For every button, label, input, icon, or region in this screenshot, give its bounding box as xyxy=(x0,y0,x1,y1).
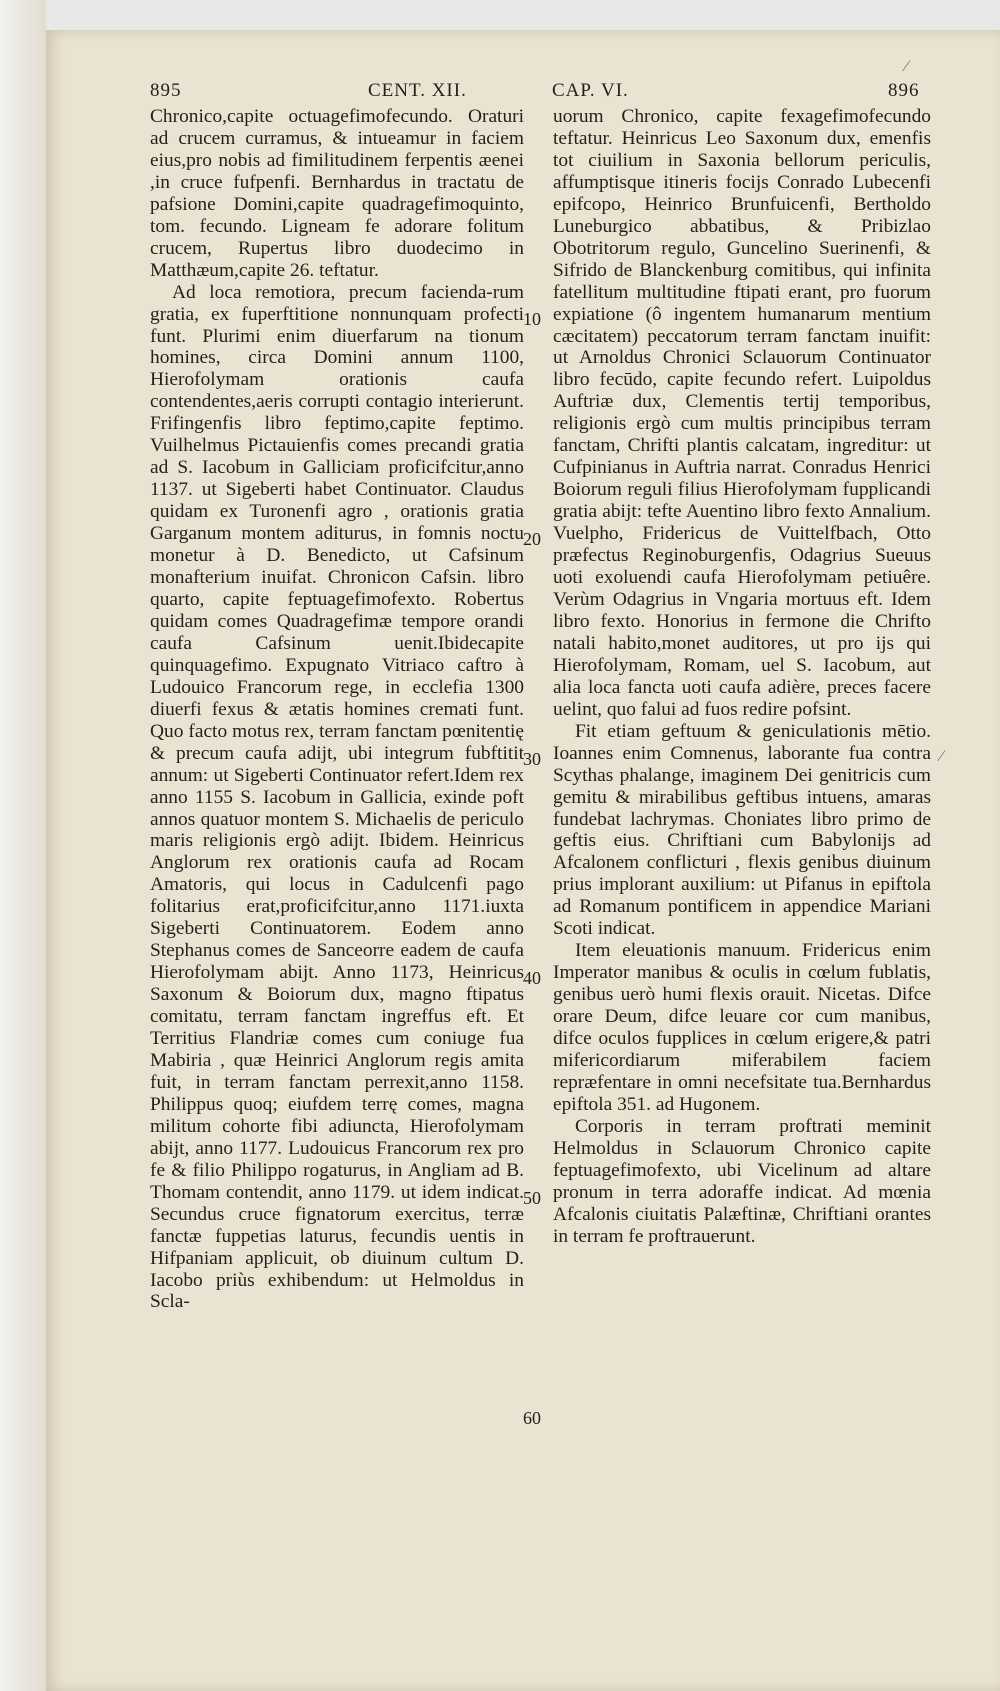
left-column xyxy=(150,106,524,1313)
left-paragraph-1: Chronico,capite octuagefimofecundo. Oraturi ad crucem curramus, & intueamur in faciem eius,pro nobis ad fimilitudinem ferpentis æenei ,in cruce fufpenfi. Bernhardus in tractatu de pafsione Domini,capite quadragefimoquinto, tom. fecundo. Ligneam fe adorare folitum crucem, Rupertus libro duodecimo in Matthæum,capite 26. teftatur. xyxy=(150,106,524,281)
margin-tick-top: ⁄ xyxy=(905,58,908,75)
scan-edge xyxy=(0,0,46,1691)
running-header xyxy=(150,80,970,106)
page-number-right: 896 xyxy=(888,80,920,101)
running-title-left: CENT. XII. xyxy=(368,80,467,101)
line-number-50: 50 xyxy=(523,1188,541,1208)
line-number-20: 20 xyxy=(523,529,541,549)
line-number-30: 30 xyxy=(523,749,541,769)
right-paragraph-1: uorum Chronico, capite fexagefimofecundo teftatur. Heinricus Leo Saxonum dux, emenfis tot ciuilium in Saxonia bellorum periculis, affumptisque itineris focijs Conrado Lubecenfi epifcopo, Heinrico Brunfuicenfi, Bertholdo Luneburgico abbatibus, & Pribizlao Obotritorum regulo, Guncelino Suerinenfi, & Sifrido de Blanckenburg comitibus, qui infinita fatellitum multitudine ftipati erant, pro fuorum expiatione (ô ingentem humanarum mentium cæcitatem) peccatorum terram fanctam inuifit: ut Arnoldus Chronici Sclauorum Continuator libro fecūdo, capite fecundo refert. Luipoldus Auftriæ dux, Clementis tertij temporibus, religionis ergò cum multis principibus terram fanctam, Chrifti plantis calcatam, ingreditur: ut Cufpinianus in Auftria narrat. Conradus Henrici Boiorum reguli filius Hierofolymam fupplicandi gratia abijt: tefte Auentino libro fexto Annalium. Vuelpho, Fridericus de Vuittelfbach, Otto præfectus Reginoburgenfis, Odagrius Sueuus uoti exoluendi caufa Hierofolymam petiuêre. Verùm Odagrius in Vngaria mortuus eft. Idem libro fexto. Honorius in fermone die Chrifto natali habito,monet auditores, ut pro ijs qui Hierofolymam, Romam, uel S. Iacobum, aut alia loca fancta uoti caufa adière, preces facere uelint, quo falui ad fuos redire pofsint. xyxy=(553,106,931,720)
running-title-right: CAP. VI. xyxy=(552,80,629,101)
margin-tick-right: ⁄ xyxy=(940,748,943,765)
line-number-40: 40 xyxy=(523,968,541,988)
line-number-60: 60 xyxy=(523,1408,541,1428)
right-paragraph-4: Corporis in terram proftrati meminit Helmoldus in Sclauorum Chronico capite feptuagefimofexto, ubi Vicelinum ad altare pronum in terra adoraffe indicat. Ad mœnia Afcalonis ciuitatis Palæftinæ, Chriftiani orantes in terram fe proftrauerunt. xyxy=(553,1115,931,1247)
left-paragraph-2: Ad loca remotiora, precum facienda-rum gratia, ex fuperftitione nonnunquam profecti funt. Plurimi enim diuerfarum na tionum homines, circa Domini annum 1100, Hierofolymam orationis caufa contendentes,aeris corrupti contagio interierunt. Frifingenfis libro feptimo,capite feptimo. Vuilhelmus Pictauienfis comes precandi gratia ad S. Iacobum in Galliciam proficifcitur,anno 1137. ut Sigeberti habet Continuator. Claudus quidam ex Turonenfi agro , orationis gratia Garganum montem aditurus, in fomnis noctu monetur à D. Benedicto, ut Cafsinum monafterium inuifat. Chronicon Cafsin. libro quarto, capite feptuagefimofexto. Robertus quidam comes Quadragefimæ tempore orandi caufa Cafsinum uenit.Ibidecapite quinquagefimo. Expugnato Vitriaco caftro à Ludouico Francorum rege, in ecclefia 1300 diuerfi fexus & ætatis homines cremati funt. Quo facto motus rex, terram fanctam pœnitentię & precum caufa adijt, ubi integrum fubftitit annum: ut Sigeberti Continuator refert.Idem rex anno 1155 S. Iacobum in Gallicia, exinde poft annos quatuor montem S. Michaelis de periculo maris religionis ergò adijt. Ibidem. Heinricus Anglorum rex orationis caufa ad Rocam Amatoris, qui locus in Cadulcenfi pago folitarius erat,proficifcitur,anno 1171.iuxta Sigeberti Continuatorem. Eodem anno Stephanus comes de Sanceorre eadem de caufa Hierofolymam abijt. Anno 1173, Heinricus Saxonum & Boiorum dux, magno ftipatus comitatu, terram fanctam ingreffus eft. Et Territius Flandriæ comes cum coniuge fua Mabiria , quæ Heinrici Anglorum regis amita fuit, in terram fanctam perrexit,anno 1158. Philippus quoq; eiufdem terrę comes, magna militum cohorte fibi adiuncta, Hierofolymam abijt, anno 1177. Ludouicus Francorum rex pro fe & filio Philippo rogaturus, in Angliam ad B. Thomam contendit, anno 1179. ut idem indicat. Secundus cruce fignatorum exercitus, terræ fanctæ fuppetias laturus, fecundis uentis in Hifpaniam applicuit, ob diuinum cultum D. Iacobo priùs exhibendum: ut Helmoldus in Scla- xyxy=(150,281,524,1313)
line-number-10: 10 xyxy=(523,309,541,329)
right-paragraph-3: Item eleuationis manuum. Fridericus enim Imperator manibus & oculis in cœlum fublatis, genibus uerò humi flexis orauit. Nicetas. Difce orare Deum, difce leuare cor cum manibus, difce oculos fupplices in cœlum erigere,& patri mifericordiarum miferabilem faciem repræfentare in omni necefsitate tua.Bernhardus epiftola 351. ad Hugonem. xyxy=(553,940,931,1115)
right-column xyxy=(553,106,931,1248)
page-number-left: 895 xyxy=(150,80,182,101)
right-paragraph-2: Fit etiam geftuum & geniculationis mētio. Ioannes enim Comnenus, laborante fua contra Scythas phalange, imaginem Dei genitricis cum gemitu & mirabilibus geftibus intuens, amaras fundebat lachrymas. Choniates libro primo de geftis eius. Chriftiani cum Babylonijs ad Afcalonem conflicturi , flexis genibus diuinum prius implorant auxilium: ut Pifanus in epiftola ad Romanum pontificem in appendice Mariani Scoti indicat. xyxy=(553,720,931,940)
